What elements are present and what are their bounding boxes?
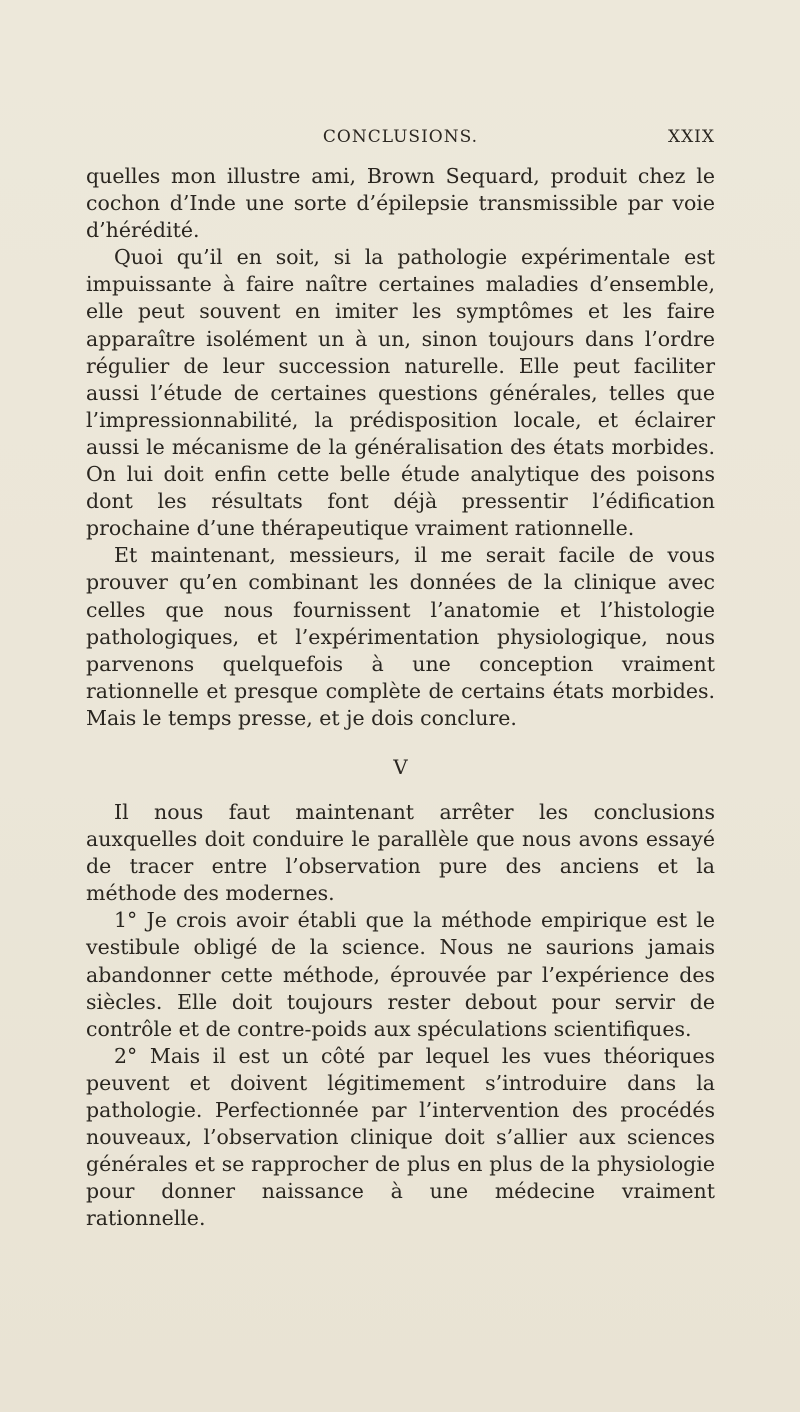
paragraph: Et maintenant, messieurs, il me serait facile de vous prouver qu’en combinant les données de la clinique avec celles que nous fournissent l’anatomie et l’histologie pathologiques, et l’expérimentation physiologique, nous parvenons quelquefois à une conception vraiment rationnelle et presque complète de certains états morbides. Mais le temps presse, et je dois conclure. [86, 543, 715, 730]
body-text [86, 163, 715, 1232]
paragraph-continuation: quelles mon illustre ami, Brown Sequard, produit chez le cochon d’Inde une sorte d’épilepsie transmissible par voie d’hérédité. [86, 164, 715, 243]
paragraph: Quoi qu’il en soit, si la pathologie expérimentale est impuissante à faire naître certaines maladies d’ensemble, elle peut souvent en imiter les symptômes et les faire apparaître isolément un à un, sinon toujours dans l’ordre régulier de leur succession naturelle. Elle peut faciliter aussi l’étude de certaines questions générales, telles que l’impressionnabilité, la prédisposition locale, et éclairer aussi le mécanisme de la généralisation des états morbides. On lui doit enfin cette belle étude analytique des poisons dont les résultats font déjà pressentir l’édification prochaine d’une thérapeutique vraiment rationnelle. [86, 245, 715, 541]
section-heading: V [393, 754, 408, 779]
paragraph: 2° Mais il est un côté par lequel les vues théoriques peuvent et doivent légitimement s’introduire dans la pathologie. Perfectionnée par l’intervention des procédés nouveaux, l’observation clinique doit s’allier aux sciences générales et se rapprocher de plus en plus de la physiologie pour donner naissance à une médecine vraiment rationnelle. [86, 1043, 715, 1231]
paragraph: 1° Je crois avoir établi que la méthode empirique est le vestibule obligé de la science. Nous ne saurions jamais abandonner cette méthode, éprouvée par l’expérience des siècles. Elle doit toujours rester debout pour servir de contrôle et de contre-poids aux spéculations scientifiques. [86, 908, 715, 1041]
paragraph: Il nous faut maintenant arrêter les conclusions auxquelles doit conduire le parallèle que nous avons essayé de tracer entre l’observation pure des anciens et la méthode des modernes. [86, 799, 715, 906]
running-title: CONCLUSIONS. [322, 127, 479, 147]
page-number: XXIX [667, 127, 715, 147]
running-head [86, 127, 715, 153]
